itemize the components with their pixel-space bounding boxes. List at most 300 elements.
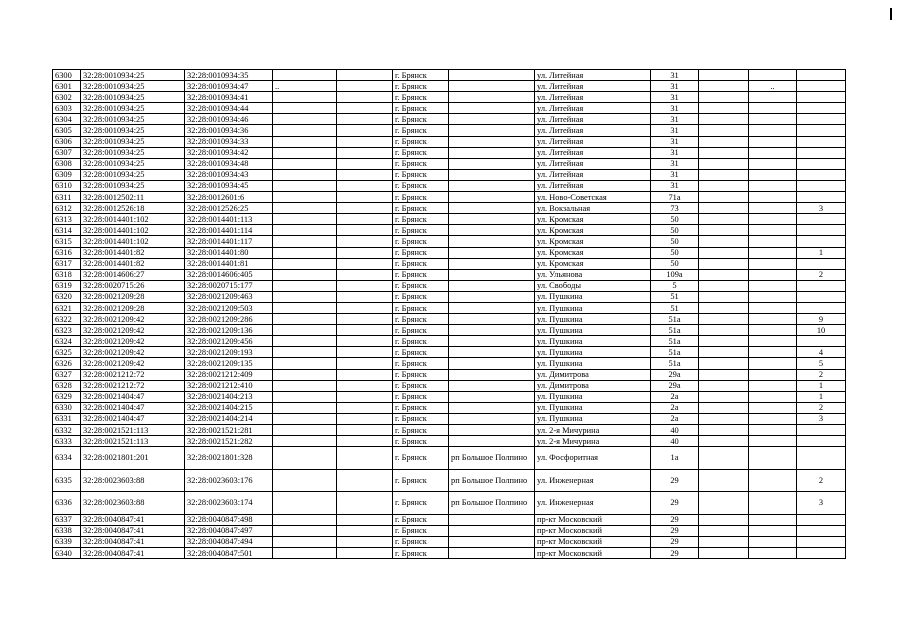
apartment-number-cell <box>797 169 846 180</box>
cadastral-number-cell: 32:28:0040847:494 <box>185 536 273 547</box>
settlement-cell: рп Большое Полпино <box>449 447 535 470</box>
table-row <box>53 325 846 336</box>
column-10-cell <box>699 469 749 492</box>
house-number-cell: 51а <box>651 347 699 358</box>
cadastral-number-cell: 32:28:0010934:35 <box>185 70 273 81</box>
city-cell: г. Брянск <box>393 81 449 92</box>
settlement-cell <box>449 192 535 203</box>
parent-cadastral-number-cell: 32:28:0021209:42 <box>81 314 185 325</box>
settlement-cell <box>449 258 535 269</box>
column-10-cell <box>699 291 749 302</box>
cadastral-number-cell: 32:28:0021209:463 <box>185 291 273 302</box>
apartment-number-cell <box>797 92 846 103</box>
column-4-cell <box>273 336 337 347</box>
city-cell: г. Брянск <box>393 325 449 336</box>
house-number-cell: 51а <box>651 336 699 347</box>
parent-cadastral-number-cell: 32:28:0023603:88 <box>81 492 185 515</box>
cadastral-number-cell: 32:28:0021404:213 <box>185 391 273 402</box>
table-row <box>53 314 846 325</box>
row-number-cell: 6317 <box>53 258 81 269</box>
house-number-cell: 31 <box>651 158 699 169</box>
cadastral-number-cell: 32:28:0010934:36 <box>185 125 273 136</box>
house-number-cell: 29а <box>651 380 699 391</box>
table-row <box>53 280 846 291</box>
apartment-number-cell <box>797 147 846 158</box>
apartment-number-cell <box>797 214 846 225</box>
cadastral-number-cell: 32:28:0012601:6 <box>185 192 273 203</box>
row-number-cell: 6312 <box>53 203 81 214</box>
table-row <box>53 158 846 169</box>
column-11-cell <box>749 280 797 291</box>
parent-cadastral-number-cell: 32:28:0012502:11 <box>81 192 185 203</box>
column-10-cell <box>699 81 749 92</box>
column-4-cell <box>273 203 337 214</box>
column-4-cell <box>273 291 337 302</box>
house-number-cell: 31 <box>651 180 699 191</box>
table-row <box>53 81 846 92</box>
column-11-cell <box>749 380 797 391</box>
city-cell: г. Брянск <box>393 258 449 269</box>
column-11-cell <box>749 536 797 547</box>
column-10-cell <box>699 258 749 269</box>
parent-cadastral-number-cell: 32:28:0021404:47 <box>81 391 185 402</box>
apartment-number-cell <box>797 81 846 92</box>
street-cell: ул. Пушкина <box>535 402 651 413</box>
street-cell: ул. Димитрова <box>535 380 651 391</box>
parent-cadastral-number-cell: 32:28:0014401:102 <box>81 214 185 225</box>
cadastral-number-cell: 32:28:0021521:281 <box>185 425 273 436</box>
column-4-cell <box>273 347 337 358</box>
settlement-cell <box>449 302 535 313</box>
settlement-cell <box>449 214 535 225</box>
street-cell: ул. Пушкина <box>535 413 651 424</box>
column-5-cell <box>337 192 393 203</box>
column-4-cell <box>273 225 337 236</box>
street-cell: ул. Кромская <box>535 214 651 225</box>
street-cell: пр-кт Московский <box>535 536 651 547</box>
column-10-cell <box>699 203 749 214</box>
table-row <box>53 114 846 125</box>
settlement-cell <box>449 369 535 380</box>
column-10-cell <box>699 169 749 180</box>
column-5-cell <box>337 413 393 424</box>
street-cell: пр-кт Московский <box>535 525 651 536</box>
column-5-cell <box>337 70 393 81</box>
city-cell: г. Брянск <box>393 536 449 547</box>
house-number-cell: 71а <box>651 192 699 203</box>
cadastral-number-cell: 32:28:0021212:409 <box>185 369 273 380</box>
column-10-cell <box>699 225 749 236</box>
table-row <box>53 425 846 436</box>
row-number-cell: 6337 <box>53 514 81 525</box>
street-cell: ул. Пушкина <box>535 358 651 369</box>
column-5-cell <box>337 103 393 114</box>
settlement-cell <box>449 103 535 114</box>
column-5-cell <box>337 258 393 269</box>
apartment-number-cell: 3 <box>797 413 846 424</box>
apartment-number-cell: 4 <box>797 347 846 358</box>
house-number-cell: 40 <box>651 436 699 447</box>
column-5-cell <box>337 547 393 558</box>
street-cell: ул. Пушкина <box>535 314 651 325</box>
column-4-cell <box>273 314 337 325</box>
column-11-cell <box>749 314 797 325</box>
street-cell: ул. Литейная <box>535 114 651 125</box>
apartment-number-cell <box>797 336 846 347</box>
parent-cadastral-number-cell: 32:28:0010934:25 <box>81 114 185 125</box>
column-4-cell <box>273 147 337 158</box>
apartment-number-cell: 1 <box>797 380 846 391</box>
table-row <box>53 436 846 447</box>
column-10-cell <box>699 192 749 203</box>
cadastral-number-cell: 32:28:0014606:405 <box>185 269 273 280</box>
column-5-cell <box>337 302 393 313</box>
column-5-cell <box>337 447 393 470</box>
apartment-number-cell: 3 <box>797 203 846 214</box>
column-5-cell <box>337 380 393 391</box>
cadastral-number-cell: 32:28:0021404:215 <box>185 402 273 413</box>
column-11-cell <box>749 92 797 103</box>
apartment-number-cell: 2 <box>797 369 846 380</box>
city-cell: г. Брянск <box>393 469 449 492</box>
table-row <box>53 402 846 413</box>
column-10-cell <box>699 236 749 247</box>
apartment-number-cell <box>797 114 846 125</box>
cadastral-number-cell: 32:28:0010934:42 <box>185 147 273 158</box>
house-number-cell: 29 <box>651 525 699 536</box>
row-number-cell: 6309 <box>53 169 81 180</box>
column-10-cell <box>699 391 749 402</box>
parent-cadastral-number-cell: 32:28:0040847:41 <box>81 514 185 525</box>
column-10-cell <box>699 147 749 158</box>
city-cell: г. Брянск <box>393 314 449 325</box>
street-cell: ул. Вокзальная <box>535 203 651 214</box>
street-cell: ул. Литейная <box>535 70 651 81</box>
column-4-cell <box>273 214 337 225</box>
column-5-cell <box>337 336 393 347</box>
table-row <box>53 180 846 191</box>
column-4-cell <box>273 425 337 436</box>
street-cell: ул. Литейная <box>535 136 651 147</box>
cadastral-number-cell: 32:28:0023603:176 <box>185 469 273 492</box>
column-11-cell <box>749 70 797 81</box>
table-row <box>53 391 846 402</box>
street-cell: ул. Литейная <box>535 147 651 158</box>
settlement-cell <box>449 225 535 236</box>
row-number-cell: 6308 <box>53 158 81 169</box>
column-11-cell <box>749 180 797 191</box>
column-10-cell <box>699 347 749 358</box>
table-row <box>53 125 846 136</box>
column-10-cell <box>699 103 749 114</box>
settlement-cell <box>449 425 535 436</box>
column-4-cell <box>273 380 337 391</box>
apartment-number-cell <box>797 258 846 269</box>
settlement-cell <box>449 136 535 147</box>
column-10-cell <box>699 525 749 536</box>
column-11-cell <box>749 125 797 136</box>
street-cell: пр-кт Московский <box>535 547 651 558</box>
registry-table <box>52 69 846 559</box>
house-number-cell: 40 <box>651 425 699 436</box>
column-4-cell <box>273 136 337 147</box>
parent-cadastral-number-cell: 32:28:0014401:82 <box>81 247 185 258</box>
house-number-cell: 29 <box>651 492 699 515</box>
row-number-cell: 6325 <box>53 347 81 358</box>
column-10-cell <box>699 158 749 169</box>
city-cell: г. Брянск <box>393 269 449 280</box>
street-cell: ул. Кромская <box>535 225 651 236</box>
house-number-cell: 29 <box>651 536 699 547</box>
column-5-cell <box>337 81 393 92</box>
settlement-cell <box>449 291 535 302</box>
apartment-number-cell: 10 <box>797 325 846 336</box>
cadastral-number-cell: 32:28:0014401:113 <box>185 214 273 225</box>
column-11-cell <box>749 214 797 225</box>
table-row <box>53 469 846 492</box>
city-cell: г. Брянск <box>393 525 449 536</box>
settlement-cell <box>449 92 535 103</box>
row-number-cell: 6332 <box>53 425 81 436</box>
parent-cadastral-number-cell: 32:28:0021212:72 <box>81 369 185 380</box>
column-11-cell <box>749 269 797 280</box>
row-number-cell: 6301 <box>53 81 81 92</box>
table-row <box>53 413 846 424</box>
column-5-cell <box>337 169 393 180</box>
street-cell: ул. Свободы <box>535 280 651 291</box>
house-number-cell: 31 <box>651 125 699 136</box>
scan-edge-mark <box>890 8 892 20</box>
column-4-cell <box>273 391 337 402</box>
cadastral-number-cell: 32:28:0021209:136 <box>185 325 273 336</box>
column-5-cell <box>337 203 393 214</box>
city-cell: г. Брянск <box>393 492 449 515</box>
street-cell: ул. Димитрова <box>535 369 651 380</box>
cadastral-number-cell: 32:28:0021209:503 <box>185 302 273 313</box>
column-5-cell <box>337 358 393 369</box>
cadastral-number-cell: 32:28:0010934:47 <box>185 81 273 92</box>
column-10-cell <box>699 325 749 336</box>
settlement-cell <box>449 236 535 247</box>
cadastral-number-cell: 32:28:0021209:135 <box>185 358 273 369</box>
column-5-cell <box>337 314 393 325</box>
column-10-cell <box>699 336 749 347</box>
cadastral-number-cell: 32:28:0021209:286 <box>185 314 273 325</box>
column-4-cell: .. <box>273 81 337 92</box>
house-number-cell: 29 <box>651 469 699 492</box>
column-10-cell <box>699 514 749 525</box>
cadastral-number-cell: 32:28:0010934:33 <box>185 136 273 147</box>
street-cell: ул. 2-я Мичурина <box>535 425 651 436</box>
settlement-cell <box>449 114 535 125</box>
house-number-cell: 2а <box>651 391 699 402</box>
house-number-cell: 5 <box>651 280 699 291</box>
table-row <box>53 225 846 236</box>
column-5-cell <box>337 436 393 447</box>
column-5-cell <box>337 469 393 492</box>
apartment-number-cell: 1 <box>797 247 846 258</box>
settlement-cell <box>449 413 535 424</box>
column-10-cell <box>699 380 749 391</box>
parent-cadastral-number-cell: 32:28:0010934:25 <box>81 180 185 191</box>
column-4-cell <box>273 514 337 525</box>
column-4-cell <box>273 180 337 191</box>
row-number-cell: 6339 <box>53 536 81 547</box>
city-cell: г. Брянск <box>393 180 449 191</box>
settlement-cell <box>449 547 535 558</box>
city-cell: г. Брянск <box>393 114 449 125</box>
column-11-cell <box>749 469 797 492</box>
parent-cadastral-number-cell: 32:28:0021404:47 <box>81 413 185 424</box>
settlement-cell <box>449 247 535 258</box>
row-number-cell: 6331 <box>53 413 81 424</box>
registry-table-body <box>53 70 846 559</box>
column-5-cell <box>337 280 393 291</box>
cadastral-number-cell: 32:28:0010934:46 <box>185 114 273 125</box>
settlement-cell <box>449 514 535 525</box>
settlement-cell <box>449 269 535 280</box>
parent-cadastral-number-cell: 32:28:0014401:82 <box>81 258 185 269</box>
house-number-cell: 51а <box>651 325 699 336</box>
column-5-cell <box>337 158 393 169</box>
parent-cadastral-number-cell: 32:28:0040847:41 <box>81 536 185 547</box>
parent-cadastral-number-cell: 32:28:0021209:42 <box>81 336 185 347</box>
column-5-cell <box>337 514 393 525</box>
column-4-cell <box>273 525 337 536</box>
row-number-cell: 6322 <box>53 314 81 325</box>
table-row <box>53 169 846 180</box>
column-4-cell <box>273 247 337 258</box>
parent-cadastral-number-cell: 32:28:0021209:28 <box>81 302 185 313</box>
settlement-cell <box>449 158 535 169</box>
column-5-cell <box>337 391 393 402</box>
row-number-cell: 6314 <box>53 225 81 236</box>
column-5-cell <box>337 125 393 136</box>
cadastral-number-cell: 32:28:0020715:177 <box>185 280 273 291</box>
column-11-cell <box>749 114 797 125</box>
cadastral-number-cell: 32:28:0021209:456 <box>185 336 273 347</box>
settlement-cell <box>449 358 535 369</box>
parent-cadastral-number-cell: 32:28:0021212:72 <box>81 380 185 391</box>
city-cell: г. Брянск <box>393 247 449 258</box>
city-cell: г. Брянск <box>393 92 449 103</box>
row-number-cell: 6324 <box>53 336 81 347</box>
table-row <box>53 103 846 114</box>
table-row <box>53 302 846 313</box>
parent-cadastral-number-cell: 32:28:0021801:201 <box>81 447 185 470</box>
parent-cadastral-number-cell: 32:28:0010934:25 <box>81 81 185 92</box>
cadastral-number-cell: 32:28:0040847:497 <box>185 525 273 536</box>
column-5-cell <box>337 425 393 436</box>
settlement-cell <box>449 169 535 180</box>
city-cell: г. Брянск <box>393 413 449 424</box>
settlement-cell <box>449 180 535 191</box>
street-cell: ул. Пушкина <box>535 391 651 402</box>
parent-cadastral-number-cell: 32:28:0021521:113 <box>81 436 185 447</box>
house-number-cell: 31 <box>651 114 699 125</box>
cadastral-number-cell: 32:28:0021404:214 <box>185 413 273 424</box>
apartment-number-cell <box>797 280 846 291</box>
column-5-cell <box>337 402 393 413</box>
street-cell: ул. Пушкина <box>535 347 651 358</box>
settlement-cell <box>449 436 535 447</box>
street-cell: ул. Кромская <box>535 236 651 247</box>
column-10-cell <box>699 447 749 470</box>
street-cell: ул. Кромская <box>535 258 651 269</box>
column-11-cell <box>749 391 797 402</box>
column-11-cell <box>749 425 797 436</box>
settlement-cell <box>449 525 535 536</box>
column-11-cell <box>749 236 797 247</box>
table-row <box>53 247 846 258</box>
house-number-cell: 51а <box>651 358 699 369</box>
table-row <box>53 203 846 214</box>
column-11-cell <box>749 103 797 114</box>
street-cell: ул. Ново-Советская <box>535 192 651 203</box>
column-11-cell <box>749 225 797 236</box>
cadastral-number-cell: 32:28:0014401:114 <box>185 225 273 236</box>
table-row <box>53 70 846 81</box>
column-10-cell <box>699 92 749 103</box>
house-number-cell: 50 <box>651 236 699 247</box>
street-cell: пр-кт Московский <box>535 514 651 525</box>
house-number-cell: 50 <box>651 247 699 258</box>
column-11-cell <box>749 147 797 158</box>
row-number-cell: 6318 <box>53 269 81 280</box>
city-cell: г. Брянск <box>393 214 449 225</box>
house-number-cell: 1а <box>651 447 699 470</box>
column-10-cell <box>699 425 749 436</box>
column-4-cell <box>273 369 337 380</box>
city-cell: г. Брянск <box>393 147 449 158</box>
column-5-cell <box>337 347 393 358</box>
settlement-cell <box>449 280 535 291</box>
column-10-cell <box>699 369 749 380</box>
column-11-cell <box>749 302 797 313</box>
city-cell: г. Брянск <box>393 336 449 347</box>
house-number-cell: 31 <box>651 70 699 81</box>
column-4-cell <box>273 536 337 547</box>
column-10-cell <box>699 302 749 313</box>
apartment-number-cell <box>797 136 846 147</box>
row-number-cell: 6305 <box>53 125 81 136</box>
apartment-number-cell <box>797 547 846 558</box>
column-4-cell <box>273 258 337 269</box>
apartment-number-cell <box>797 447 846 470</box>
column-10-cell <box>699 247 749 258</box>
table-row <box>53 547 846 558</box>
house-number-cell: 51 <box>651 291 699 302</box>
street-cell: ул. Пушкина <box>535 302 651 313</box>
column-5-cell <box>337 536 393 547</box>
column-10-cell <box>699 280 749 291</box>
apartment-number-cell <box>797 192 846 203</box>
settlement-cell <box>449 325 535 336</box>
house-number-cell: 31 <box>651 136 699 147</box>
column-5-cell <box>337 92 393 103</box>
city-cell: г. Брянск <box>393 225 449 236</box>
cadastral-number-cell: 32:28:0021521:282 <box>185 436 273 447</box>
house-number-cell: 31 <box>651 103 699 114</box>
row-number-cell: 6302 <box>53 92 81 103</box>
column-11-cell <box>749 447 797 470</box>
parent-cadastral-number-cell: 32:28:0010934:25 <box>81 158 185 169</box>
column-10-cell <box>699 413 749 424</box>
column-10-cell <box>699 136 749 147</box>
street-cell: ул. Фосфоритная <box>535 447 651 470</box>
street-cell: ул. Литейная <box>535 180 651 191</box>
house-number-cell: 31 <box>651 147 699 158</box>
